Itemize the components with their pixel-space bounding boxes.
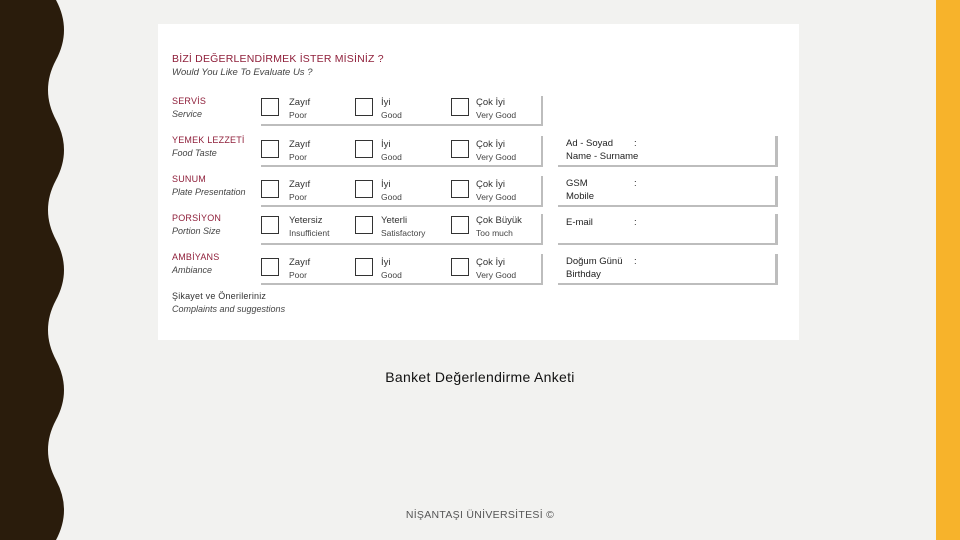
form-title: BİZİ DEĞERLENDİRMEK İSTER MİSİNİZ ? (172, 53, 384, 65)
option-label-en: Poor (289, 110, 307, 120)
row-divider (541, 254, 543, 285)
row-label: AMBİYANS (172, 252, 220, 262)
birthday-field[interactable] (558, 254, 778, 285)
field-label-en: Birthday (566, 269, 601, 280)
option-label-en: Poor (289, 270, 307, 280)
right-accent-band (936, 0, 960, 540)
row-divider (541, 96, 543, 126)
field-colon: : (634, 178, 637, 189)
option-label-en: Too much (476, 228, 513, 238)
option-label: Yeterli (381, 215, 408, 226)
field-label-en: Mobile (566, 191, 594, 202)
rating-checkbox[interactable] (451, 216, 469, 234)
row-divider (541, 176, 543, 207)
row-label-en: Food Taste (172, 148, 217, 158)
row-underline (261, 165, 543, 167)
slide-caption: Banket Değerlendirme Anketi (385, 369, 575, 385)
option-label-en: Good (381, 192, 402, 202)
row-underline (261, 205, 543, 207)
left-decorative-band (0, 0, 70, 540)
form-subtitle: Would You Like To Evaluate Us ? (172, 67, 313, 78)
option-label: İyi (381, 179, 391, 190)
rating-checkbox[interactable] (451, 140, 469, 158)
row-divider (541, 136, 543, 167)
row-underline (261, 243, 543, 245)
option-label-en: Good (381, 270, 402, 280)
row-label: SUNUM (172, 174, 206, 184)
option-label: Yetersiz (289, 215, 323, 226)
field-colon: : (634, 138, 637, 149)
rating-checkbox[interactable] (355, 258, 373, 276)
row-label: PORSİYON (172, 213, 222, 223)
option-label-en: Very Good (476, 270, 517, 280)
complaints-label: Şikayet ve Önerileriniz (172, 291, 267, 301)
mobile-field[interactable] (558, 176, 778, 207)
slide-footer: NİŞANTAŞI ÜNİVERSİTESİ © (405, 509, 555, 521)
wavy-band-shape (0, 0, 64, 540)
rating-checkbox[interactable] (261, 180, 279, 198)
rating-checkbox[interactable] (355, 140, 373, 158)
rating-checkbox[interactable] (355, 216, 373, 234)
option-label: Zayıf (289, 97, 311, 108)
row-label-en: Service (172, 109, 203, 119)
option-label-en: Good (381, 110, 402, 120)
row-underline (261, 124, 543, 126)
option-label-en: Poor (289, 192, 307, 202)
rating-checkbox[interactable] (355, 180, 373, 198)
rating-checkbox[interactable] (261, 258, 279, 276)
rating-checkbox[interactable] (451, 258, 469, 276)
row-label: YEMEK LEZZETİ (172, 135, 245, 145)
field-label: GSM (566, 178, 588, 189)
field-label: Doğum Günü (566, 256, 623, 267)
row-divider (541, 214, 543, 245)
option-label: İyi (381, 257, 391, 268)
option-label-en: Insufficient (289, 228, 330, 238)
field-label-en: Name - Surname (566, 151, 639, 162)
option-label: Çok İyi (476, 139, 506, 150)
row-underline (261, 283, 543, 285)
option-label: Zayıf (289, 257, 311, 268)
option-label-en: Very Good (476, 152, 517, 162)
rating-checkbox[interactable] (355, 98, 373, 116)
option-label-en: Poor (289, 152, 307, 162)
evaluation-form-image (158, 24, 799, 340)
option-label: Çok İyi (476, 97, 506, 108)
row-label: SERVİS (172, 96, 207, 106)
name-surname-field[interactable] (558, 136, 778, 167)
email-field[interactable] (558, 214, 778, 245)
option-label: İyi (381, 97, 391, 108)
option-label: Çok Büyük (476, 215, 522, 226)
option-label: İyi (381, 139, 391, 150)
field-label: Ad - Soyad (566, 138, 613, 149)
complaints-label-en: Complaints and suggestions (172, 304, 286, 314)
rating-checkbox[interactable] (261, 98, 279, 116)
row-label-en: Ambiance (172, 265, 213, 275)
field-colon: : (634, 217, 637, 228)
option-label: Zayıf (289, 139, 311, 150)
row-label-en: Portion Size (172, 226, 221, 236)
rating-checkbox[interactable] (451, 98, 469, 116)
option-label-en: Very Good (476, 192, 517, 202)
row-label-en: Plate Presentation (172, 187, 246, 197)
option-label: Çok İyi (476, 179, 506, 190)
rating-checkbox[interactable] (261, 216, 279, 234)
option-label: Zayıf (289, 179, 311, 190)
field-label: E-mail (566, 217, 593, 228)
option-label-en: Satisfactory (381, 228, 426, 238)
rating-checkbox[interactable] (261, 140, 279, 158)
option-label-en: Good (381, 152, 402, 162)
option-label: Çok İyi (476, 257, 506, 268)
option-label-en: Very Good (476, 110, 517, 120)
rating-checkbox[interactable] (451, 180, 469, 198)
field-colon: : (634, 256, 637, 267)
